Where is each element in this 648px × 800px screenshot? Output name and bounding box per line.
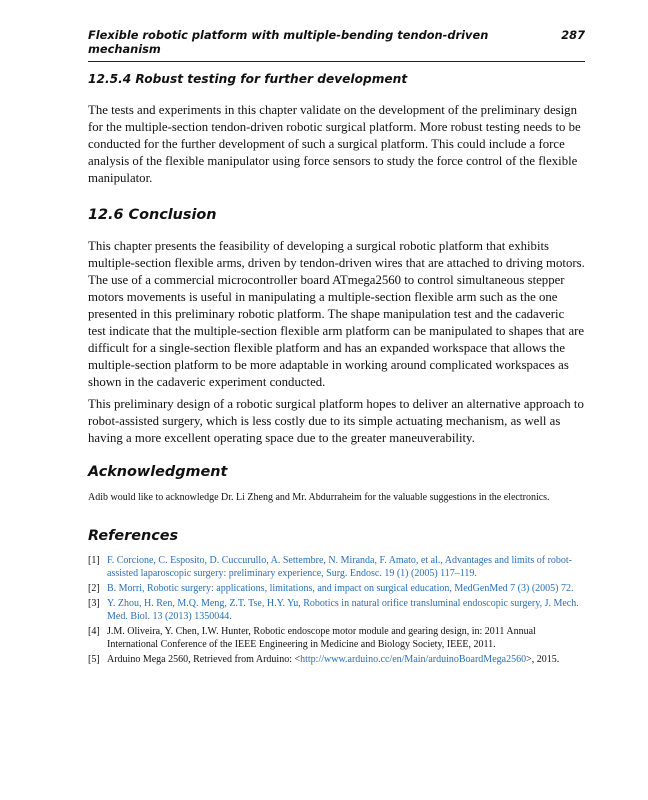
running-header <box>88 28 585 62</box>
reference-list <box>88 554 585 666</box>
references-title: References <box>88 527 179 544</box>
reference-number: [3] <box>88 597 100 609</box>
page <box>88 28 585 668</box>
reference-number: [2] <box>88 582 100 594</box>
reference-number: [5] <box>88 653 100 665</box>
reference-link[interactable]: B. Morri, Robotic surgery: applications, limitations, and impact on surgical education, MedGenMed 7 (3) (2005) 72. <box>107 582 574 594</box>
body-paragraph: This preliminary design of a robotic surgical platform hopes to deliver an alternative approach to robot-assisted surgery, which is less costly due to its simple actuating mechanism, as well as having a more excellent operating space due to the greater maneuverability. <box>88 397 584 445</box>
reference-text-after: >, 2015. <box>526 653 560 665</box>
reference-number: [1] <box>88 554 100 566</box>
reference-item <box>88 582 585 595</box>
arduino-url-link[interactable]: http://www.arduino.cc/en/Main/arduinoBoardMega2560 <box>300 653 527 665</box>
reference-text-before: Arduino Mega 2560, Retrieved from Arduino: < <box>107 653 301 665</box>
body-paragraph: This chapter presents the feasibility of developing a surgical robotic platform that exhibits multiple-section flexible arms, driven by tendon-driven wires that are attached to driving motors. The use of a commercial microcontroller board ATmega2560 to control simultaneous stepper motors movements is useful in manipulating a multiple-section flexible arm such as the one presented in this preliminary robotic platform. The shape manipulation test and the cadaveric test indicate that the multiple-section flexible arm platform can be manipulated to shapes that are difficult for a single-section flexible platform and has an expanded workspace that allows the multiple-section platform to be more adaptable in working around complicated workspaces as shown in the cadaveric experiment conducted. <box>88 239 585 389</box>
reference-item <box>88 653 585 666</box>
acknowledgment-text: Adib would like to acknowledge Dr. Li Zheng and Mr. Abdurraheim for the valuable suggestions in the electronics. <box>88 492 550 503</box>
running-title: Flexible robotic platform with multiple-bending tendon-driven mechanism <box>88 28 489 56</box>
body-paragraph: The tests and experiments in this chapter validate on the development of the preliminary design for the multiple-section tendon-driven robotic surgical platform. More robust testing needs to be conducted for the further development of such a surgical platform. This could include a force analysis of the flexible manipulator using force sensors to study the force control of the flexible manipulator. <box>88 103 581 185</box>
reference-text: J.M. Oliveira, Y. Chen, I.W. Hunter, Robotic endoscope motor module and gearing design, in: 2011 Annual International Conference of the IEEE Engineering in Medicine and Biology Society, IEEE, 2011. <box>107 625 536 650</box>
subsection-title: 12.5.4 Robust testing for further development <box>88 72 408 86</box>
reference-item <box>88 597 585 623</box>
reference-item <box>88 625 585 651</box>
reference-number: [4] <box>88 625 100 637</box>
page-number: 287 <box>561 28 585 42</box>
reference-link[interactable]: F. Corcione, C. Esposito, D. Cuccurullo, A. Settembre, N. Miranda, F. Amato, et al., Advantages and limits of robot-assisted laparoscopic surgery: preliminary experience, Surg. Endosc. 19 (1) (2005) 117–119. <box>107 554 573 579</box>
reference-link[interactable]: Y. Zhou, H. Ren, M.Q. Meng, Z.T. Tse, H.Y. Yu, Robotics in natural orifice transluminal endoscopic surgery, J. Mech. Med. Biol. 13 (2013) 1350044. <box>107 597 579 622</box>
reference-item <box>88 554 585 580</box>
reference-text <box>107 653 585 666</box>
section-title: 12.6 Conclusion <box>88 207 217 223</box>
acknowledgment-title: Acknowledgment <box>88 464 228 480</box>
